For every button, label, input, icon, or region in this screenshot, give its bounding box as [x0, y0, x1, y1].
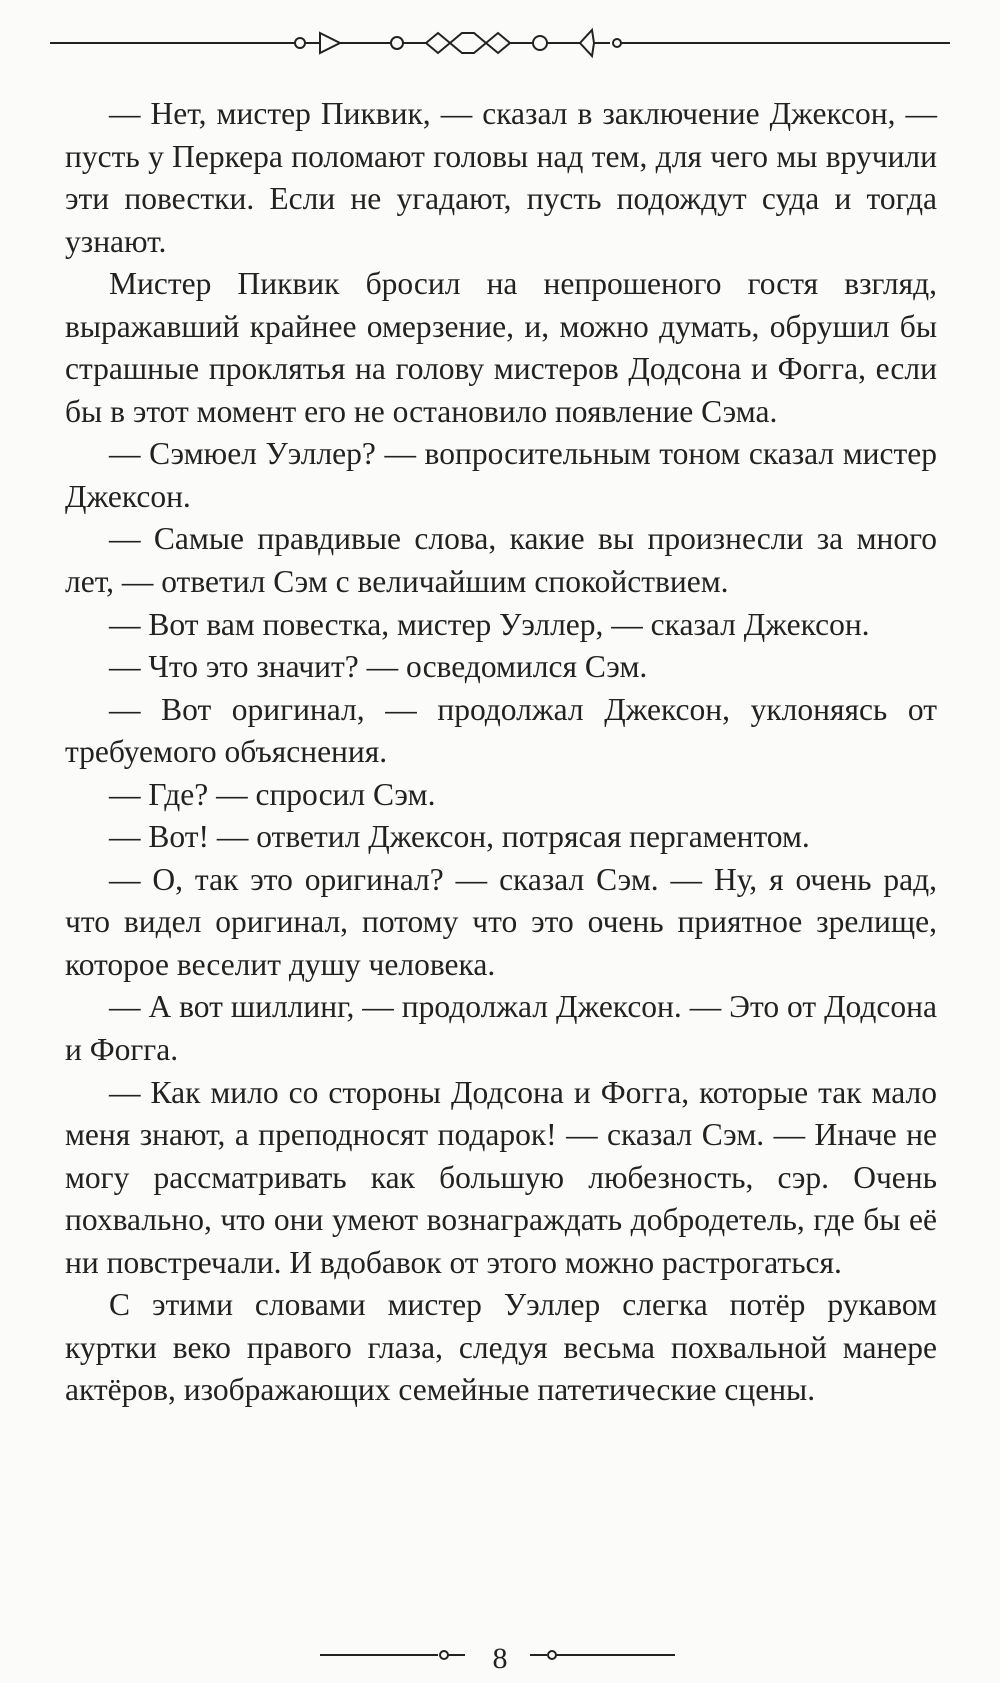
ornament-dot — [391, 37, 403, 49]
ornament-dot — [295, 38, 305, 48]
ornament-hexagon — [450, 33, 486, 53]
paragraph: — Как мило со стороны Додсона и Фогга, которые так мало меня знают, а преподносят подарок! — сказал Сэм. — Иначе не могу рассматривать как большую любезность, сэр. Очень похвально, что они умеют вознаграждать добродетель, где бы её ни повстречали. И вдобавок от этого можно растрогаться. — [65, 1074, 937, 1280]
paragraph: — Что это значит? — осведомился Сэм. — [109, 649, 648, 685]
paragraph: — Вот! — ответил Джексон, потрясая пергаментом. — [109, 819, 810, 855]
ornament-dot — [613, 39, 621, 47]
paragraph: — Самые правдивые слова, какие вы произнесли за много лет, — ответил Сэм с величайшим спокойствием. — [65, 521, 937, 600]
page-number: 8 — [492, 1642, 508, 1675]
paragraph: — Вот вам повестка, мистер Уэллер, — сказал Джексон. — [109, 606, 870, 642]
ornament-arrow — [580, 30, 594, 56]
body-text — [65, 93, 937, 1412]
paragraph: Мистер Пиквик бросил на непрошеного гостя взгляд, выражавший крайнее омерзение, и, можно думать, обрушил бы страшные проклятья на голову мистеров Додсона и Фогга, если бы в этот момент его не остановило появление Сэма. — [65, 266, 937, 429]
ornament-diamond — [486, 33, 510, 53]
paragraph: — Нет, мистер Пиквик, — сказал в заключение Джексон, — пусть у Перкера поломают головы над тем, для чего мы вручили эти повестки. Если не угадают, пусть подождут суда и тогда узнают. — [65, 96, 937, 259]
paragraph: — Сэмюел Уэллер? — вопросительным тоном сказал мистер Джексон. — [65, 436, 937, 514]
ornament-dot — [533, 36, 547, 50]
ornament-arrow — [320, 33, 340, 53]
paragraph: — А вот шиллинг, — продолжал Джексон. — Это от Додсона и Фогга. — [65, 989, 937, 1068]
paragraph: — Вот оригинал, — продолжал Джексон, уклоняясь от требуемого объяснения. — [65, 691, 937, 770]
header-ornament — [50, 18, 950, 68]
paragraph: — Где? — спросил Сэм. — [109, 776, 436, 812]
ornament-diamond — [426, 33, 450, 53]
paragraph: — О, так это оригинал? — сказал Сэм. — Ну, я очень рад, что видел оригинал, потому что это очень приятное зрелище, которое веселит душу человека. — [65, 861, 937, 982]
paragraph: С этими словами мистер Уэллер слегка потёр рукавом куртки веко правого глаза, следуя весьма похвальной манере актёров, изображающих семейные патетические сцены. — [65, 1287, 937, 1408]
